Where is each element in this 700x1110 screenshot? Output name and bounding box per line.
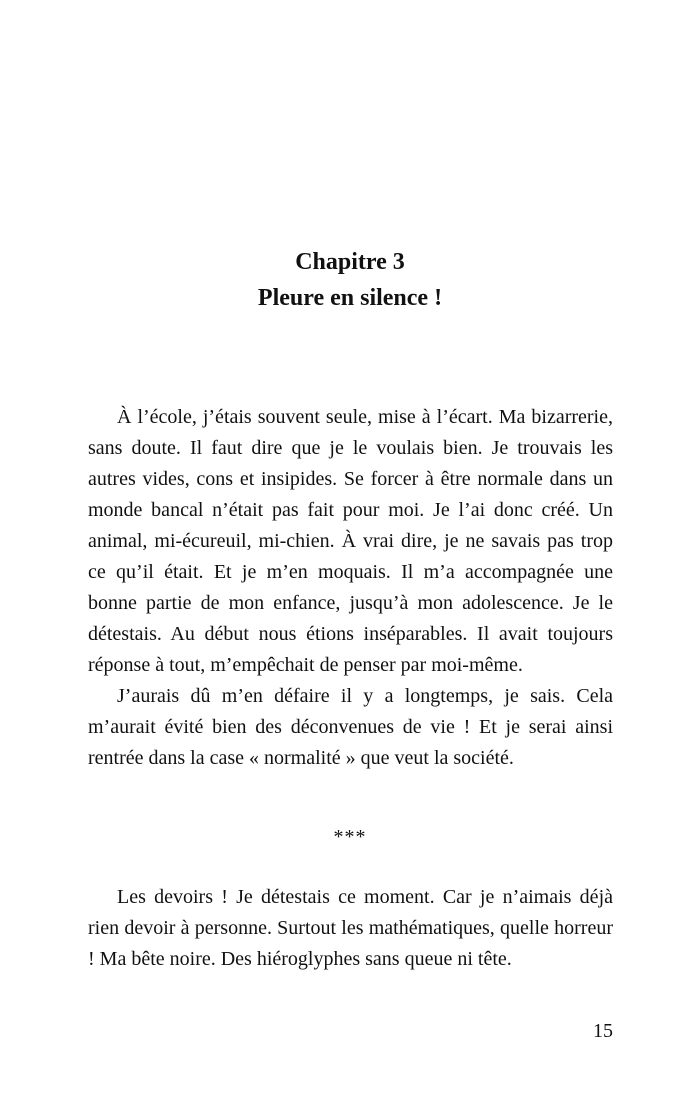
paragraph: Les devoirs ! Je détestais ce moment. Car je n’aimais déjà rien devoir à personne. Surtout les mathématiques, quelle horreur ! Ma bête noire. Des hiéroglyphes sans queue ni tête. [88, 886, 613, 970]
paragraph: J’aurais dû m’en défaire il y a longtemps, je sais. Cela m’aurait évité bien des déconvenues de vie ! Et je serai ainsi rentrée dans la case « normalité » que veut la société. [88, 685, 613, 769]
chapter-number: Chapitre 3 [295, 249, 405, 275]
section-separator: *** [333, 826, 367, 848]
page-number: 15 [593, 1020, 613, 1042]
section-2-text [88, 882, 613, 975]
paragraph: À l’école, j’étais souvent seule, mise à l’écart. Ma bizarrerie, sans doute. Il faut dire que je le voulais bien. Je trouvais les autres vides, cons et insipides. Se forcer à être normale dans un monde bancal n’était pas fait pour moi. Je l’ai donc créé. Un animal, mi-écureuil, mi-chien. À vrai dire, je ne savais pas trop ce qu’il était. Et je m’en moquais. Il m’a accompagnée une bonne partie de mon enfance, jusqu’à mon adolescence. Je le détestais. Au début nous étions inséparables. Il avait toujours réponse à tout, m’empêchait de penser par moi-même. [88, 406, 613, 676]
chapter-title: Pleure en silence ! [257, 285, 443, 311]
chapter-heading [0, 244, 700, 316]
section-1-text [88, 402, 613, 774]
